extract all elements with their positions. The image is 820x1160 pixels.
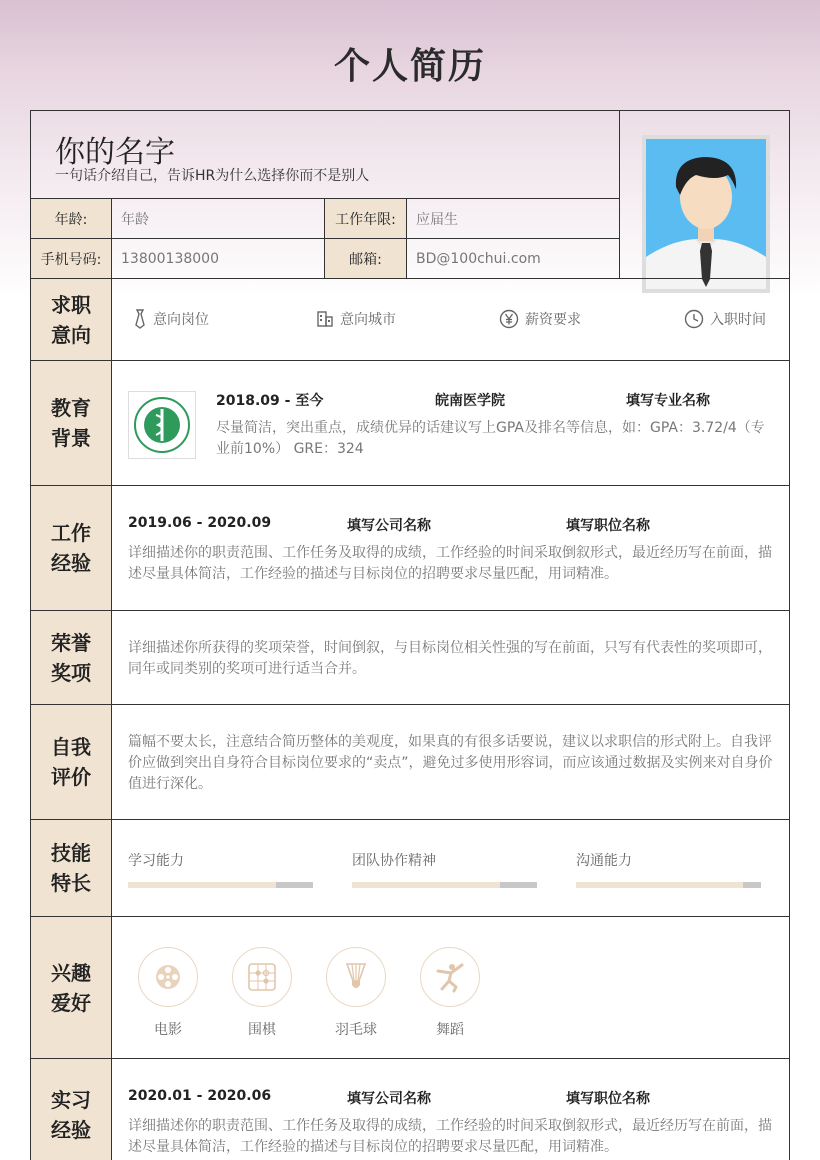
intent-item-label: 薪资要求 [525, 312, 581, 328]
section-label: 实习经验 [31, 1059, 112, 1160]
clock-icon [684, 309, 704, 329]
building-icon [316, 310, 334, 328]
section-education [31, 360, 789, 485]
phone-label: 手机号码: [31, 239, 112, 278]
internship-desc: 详细描述你的职责范围、工作任务及取得的成绩，工作经验的时间采取倒叙形式，最近经历写在前面，描述尽量具体简洁，工作经验的描述与目标岗位的招聘要求尽量匹配，用词精准。 [128, 1118, 772, 1155]
section-internship [31, 1058, 789, 1160]
work-body [112, 486, 789, 610]
skills-body [112, 820, 789, 916]
section-label: 教育背景 [31, 361, 112, 485]
honors-desc: 详细描述你所获得的奖项荣誉，时间倒叙，与目标岗位相关性强的写在前面，只写有代表性的奖项即可，同年或同类别的奖项可进行适当合并。 [128, 640, 772, 677]
section-label: 荣誉奖项 [31, 611, 112, 704]
hobby-name: 舞蹈 [436, 1022, 464, 1038]
internship-headline [128, 1088, 650, 1108]
intent-body [112, 279, 789, 360]
intent-item-position [133, 309, 209, 329]
intent-item-start [684, 309, 766, 329]
info-row-contact [31, 238, 619, 278]
profile-header [31, 111, 619, 278]
skill-bar [576, 882, 761, 888]
avatar[interactable] [642, 135, 770, 293]
yen-icon [499, 309, 519, 329]
skill-name: 沟通能力 [576, 853, 632, 869]
intent-item-label: 意向岗位 [153, 312, 209, 328]
education-period: 2018.09 - 至今 [216, 393, 324, 409]
section-label: 技能特长 [31, 820, 112, 916]
email-label: 邮箱: [325, 239, 407, 278]
internship-period: 2020.01 - 2020.06 [128, 1088, 272, 1104]
work-period: 2019.06 - 2020.09 [128, 515, 272, 531]
years-label: 工作年限: [325, 199, 407, 238]
hobby-item [420, 947, 480, 1039]
self-eval-desc: 篇幅不要太长，注意结合简历整体的美观度，如果真的有很多话要说，建议以求职信的形式附上。自我评价应做到突出自身符合目标岗位要求的“卖点”，避免过多使用形容词，而应该通过数据及实例来对自身价值进行深化。 [128, 734, 773, 792]
hobby-name: 电影 [154, 1022, 182, 1038]
education-body [112, 361, 789, 485]
internship-company: 填写公司名称 [347, 1091, 431, 1107]
candidate-name: 你的名字 [55, 135, 175, 170]
skill-bar [352, 882, 537, 888]
internship-body [112, 1059, 789, 1160]
section-hobbies [31, 916, 789, 1058]
skill-item [576, 850, 761, 888]
skill-bar-fill [128, 882, 276, 888]
age-value: 年龄 [112, 199, 325, 238]
work-headline [128, 515, 650, 535]
skill-item [128, 850, 313, 888]
phone-value: 13800138000 [112, 239, 325, 278]
internship-position: 填写职位名称 [566, 1091, 650, 1107]
section-label: 兴趣爱好 [31, 917, 112, 1058]
honors-body [112, 611, 789, 704]
hobby-item [326, 947, 386, 1039]
section-work [31, 485, 789, 610]
candidate-intro: 一句话介绍自己，告诉HR为什么选择你而不是别人 [55, 168, 370, 184]
work-desc: 详细描述你的职责范围、工作任务及取得的成绩，工作经验的时间采取倒叙形式，最近经历写在前面，描述尽量具体简洁，工作经验的描述与目标岗位的招聘要求尽量匹配，用词精准。 [128, 545, 772, 582]
school-logo-icon [132, 395, 192, 455]
education-major: 填写专业名称 [626, 393, 710, 409]
hobby-name: 羽毛球 [335, 1022, 377, 1038]
intent-item-city [316, 309, 396, 329]
intent-item-label: 入职时间 [710, 312, 766, 328]
hobby-item [138, 947, 198, 1039]
hobby-item [232, 947, 292, 1039]
school-logo [128, 391, 196, 459]
age-label: 年龄: [31, 199, 112, 238]
section-label: 工作经验 [31, 486, 112, 610]
shuttlecock-icon [341, 961, 371, 993]
skill-name: 团队协作精神 [352, 853, 436, 869]
section-label: 求职意向 [31, 279, 112, 360]
self-eval-body [112, 705, 789, 819]
skill-bar-fill [352, 882, 500, 888]
film-reel-icon [153, 962, 183, 992]
section-honors [31, 610, 789, 704]
education-school: 皖南医学院 [435, 393, 505, 409]
tie-icon [133, 309, 147, 329]
work-company: 填写公司名称 [347, 518, 431, 534]
skill-name: 学习能力 [128, 853, 184, 869]
avatar-icon [646, 139, 766, 289]
years-value: 应届生 [416, 211, 458, 228]
skill-item [352, 850, 537, 888]
resume-sheet [30, 110, 790, 1160]
intent-item-label: 意向城市 [340, 312, 396, 328]
photo-cell [619, 111, 789, 278]
dancer-icon [434, 961, 466, 993]
work-position: 填写职位名称 [566, 518, 650, 534]
section-skills [31, 819, 789, 916]
section-intent [31, 278, 789, 360]
section-label: 自我评价 [31, 705, 112, 819]
section-self-eval [31, 704, 789, 819]
hobbies-body [112, 917, 789, 1058]
page-title: 个人简历 [333, 46, 486, 87]
hobby-name: 围棋 [248, 1022, 276, 1038]
skill-bar [128, 882, 313, 888]
skill-bar-fill [576, 882, 743, 888]
go-board-icon [246, 961, 278, 993]
email-value: BD@100chui.com [416, 250, 541, 267]
info-row-age [31, 198, 619, 238]
education-desc: 尽量简洁，突出重点，成绩优异的话建议写上GPA及排名等信息，如：GPA：3.72/4（专业前10%） GRE：324 [216, 420, 765, 457]
intent-item-salary [499, 309, 581, 329]
education-headline [216, 390, 710, 410]
